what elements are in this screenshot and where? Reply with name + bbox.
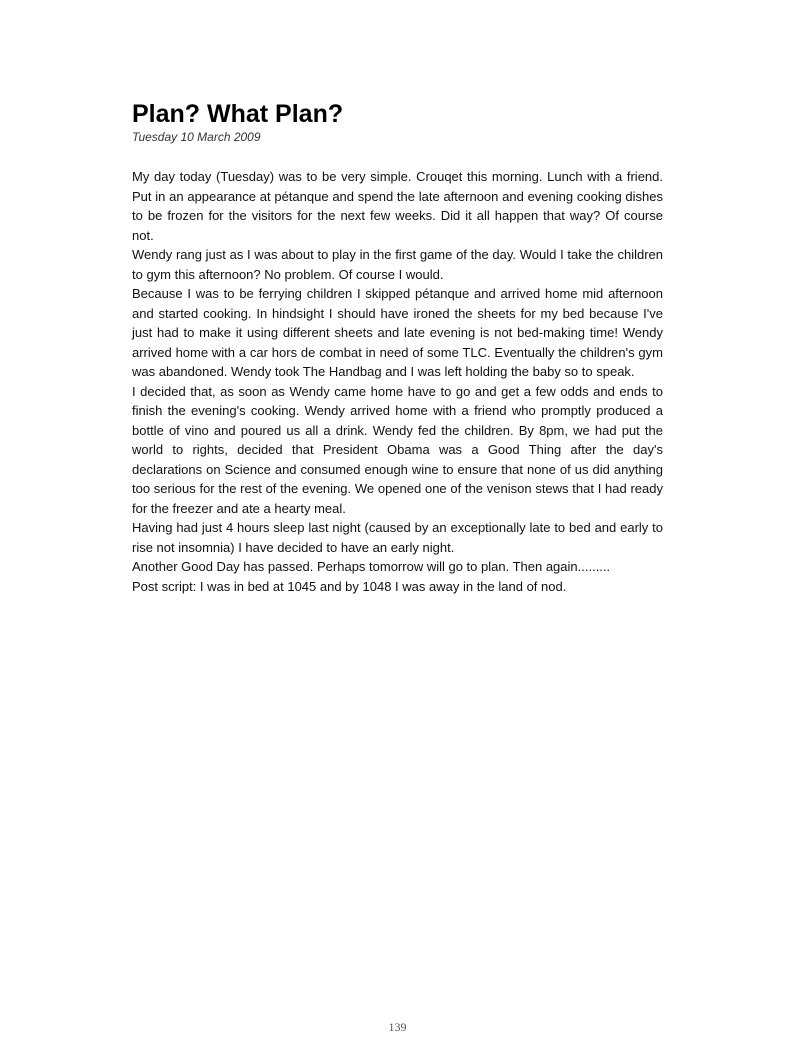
post-paragraph: Wendy rang just as I was about to play in the first game of the day. Would I take the children to gym this afternoon? No problem. Of course I would.	[132, 247, 663, 282]
post-body	[132, 167, 663, 596]
post-paragraph: Because I was to be ferrying children I skipped pétanque and arrived home mid afternoon and started cooking. In hindsight I should have ironed the sheets for my bed because I've just had to make it using different sheets and late evening is not bed-making time! Wendy arrived home with a car hors de combat in need of some TLC. Eventually the children's gym was abandoned. Wendy took The Handbag and I was left holding the baby so to speak.	[132, 286, 663, 379]
post-paragraph: Having had just 4 hours sleep last night (caused by an exceptionally late to bed and early to rise not insomnia) I have decided to have an early night.	[132, 520, 663, 555]
post-paragraph: Another Good Day has passed. Perhaps tomorrow will go to plan. Then again.........	[132, 559, 611, 574]
post-date: Tuesday 10 March 2009	[132, 130, 261, 144]
blog-post	[132, 99, 663, 596]
post-paragraph: My day today (Tuesday) was to be very simple. Crouqet this morning. Lunch with a friend. Put in an appearance at pétanque and spend the late afternoon and evening cooking dishes to be frozen for the visitors for the next few weeks. Did it all happen that way? Of course not.	[132, 169, 663, 243]
post-paragraph: Post script: I was in bed at 1045 and by 1048 I was away in the land of nod.	[132, 578, 567, 594]
post-title: Plan? What Plan?	[132, 100, 344, 128]
post-paragraph: I decided that, as soon as Wendy came home have to go and get a few odds and ends to finish the evening's cooking. Wendy arrived home with a friend who promptly produced a bottle of vino and poured us all a drink. Wendy fed the children. By 8pm, we had put the world to rights, decided that President Obama was a Good Thing after the day's declarations on Science and consumed enough wine to ensure that none of us did anything too serious for the rest of the evening. We opened one of the venison stews that I had ready for the freezer and ate a hearty meal.	[132, 383, 663, 516]
page-number: 139	[388, 1020, 407, 1034]
